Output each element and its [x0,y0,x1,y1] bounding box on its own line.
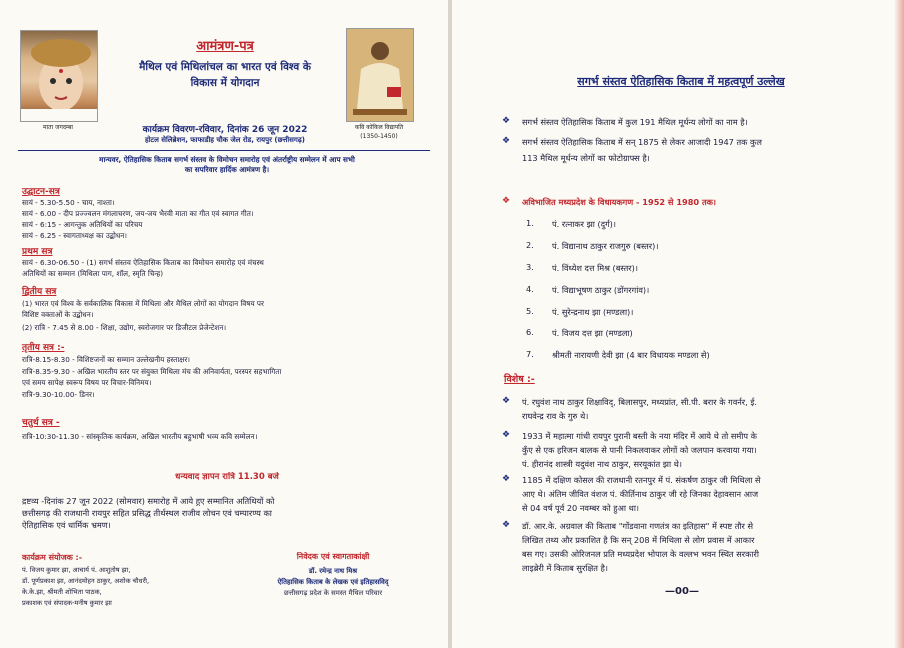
sanyojak-item: पं. विजय कुमार झा, आचार्य पं. आशुतोष झा, [22,566,131,574]
highlight-point: 113 मैथिल मूर्धन्य लोगों का फोटोग्राफ्स है। [522,153,650,163]
drashtavya-line: द्रष्टव्य -दिनांक 27 जून 2022 (सोमवार) समारोह में आये हुए सम्मानित अतिथियों को [22,496,275,506]
udghatan-item: सायं - 6:15 - आगन्तुक अतिथियों का परिचय [22,220,143,229]
invitation-page [0,0,448,648]
mla-item: श्रीमती नारायणी देवी झा (4 बार विधायक मण्डला से) [552,350,710,360]
goddess-image [20,30,98,122]
udghatan-item: सायं - 6.25 - स्वागताध्यक्ष का उद्बोधन। [22,231,127,240]
chaturth-heading: चतुर्थ सत्र - [22,418,60,428]
diamond-bullet-icon: ❖ [502,196,511,206]
highlights-title: सगर्भ संस्तव ऐतिहासिक किताब में महत्वपूर्ण उल्लेख [577,75,785,88]
intro-divider [18,150,430,151]
mla-item: पं. विजय दत्त झा (मण्डला) [552,328,633,338]
vishesh-line: 1933 में महात्मा गांधी रायपुर पुरानी बस्ती के नया मंदिर में आये थे तो समीप के [522,431,757,441]
vishesh-line: डॉ. आर.के. अग्रवाल की किताब "गोंडवाना गणतंत्र का इतिहास" में स्पष्ट तौर से [522,521,754,531]
dwitiya-item: विशिष्ट वक्ताओं के उद्बोधन। [22,310,94,319]
diamond-bullet-icon: ❖ [502,116,511,126]
vishesh-line: 1185 में दक्षिण कोसल की राजधानी रतनपुर में पं. संकर्षण ठाकुर जी मिथिला से [522,475,761,485]
sanyojak-heading: कार्यक्रम संयोजक :- [22,553,83,562]
mla-number: 6. [526,327,534,337]
invitation-title: आमंत्रण-पत्र [196,39,254,54]
invitation-subtitle-1: मैथिल एवं मिथिलांचल का भारत एवं विश्व के [139,61,311,73]
invitation-subtitle-2: विकास में योगदान [190,77,260,89]
diamond-bullet-icon: ❖ [502,396,511,406]
mla-number: 3. [526,262,534,272]
intro-line-2: का सपरिवार हार्दिक आमंत्रण है। [184,165,270,174]
venue-line: होटल सेलिब्रेशन, फाफाडीह चौक जेल रोड, रायपुर (छत्तीसगढ़) [145,136,305,144]
poet-years: (1350-1450) [360,133,398,140]
page-footer: —00— [665,586,699,597]
vishesh-line: आए थे। अंतिम जीवित वंशज पं. कीर्तिनाथ ठाकुर जी रहे जिनका देहावसान आज [522,489,759,499]
tritiya-item: एवं समय सापेक्ष स्वरूप विषय पर विचार-विनिमय। [22,378,152,387]
mla-number: 2. [526,240,534,250]
vishesh-heading: विशेष :- [504,374,535,385]
vishesh-line: पं. हीरानंद शास्त्री यदुवंश नाथ ठाकुर, सरयूकांत झा थे। [522,459,682,469]
intro-line-1: मान्यवर, ऐतिहासिक किताब सगर्भ संस्तव के विमोचन समारोह एवं अंतर्राष्ट्रीय सम्मेलन में आप सभी [99,155,355,164]
nivedak-heading: निवेदक एवं स्वागताकांक्षी [296,552,370,561]
mla-item: पं. विद्यानाथ ठाकुर राजगुरु (बस्तर)। [552,241,659,251]
sanyojak-item: डॉ. पूर्णप्रकाश झा, आनंदमोहन ठाकुर, अशोक चौधरी, [22,577,150,585]
dwitiya-heading: द्वितीय सत्र [22,287,57,297]
chaturth-item: रात्रि-10:30-11.30 - सांस्कृतिक कार्यक्रम, अखिल भारतीय बहुभाषी भव्य कवि सम्मेलन। [22,432,258,441]
diamond-bullet-icon: ❖ [502,136,511,146]
mla-number: 5. [526,306,534,316]
vishesh-line: से 04 वर्ष पूर्व 20 नवम्बर को हुआ था। [522,503,640,513]
mla-heading: अविभाजित मध्यप्रदेश के विधायकगण - 1952 से 1980 तक। [522,197,717,207]
drashtavya-line: ऐतिहासिक एवं धार्मिक भ्रमण। [22,520,111,530]
pratham-item: सायं - 6.30-06.50 - (1) सगर्भ संस्तव ऐतिहासिक किताब का विमोचन समारोह एवं मंचस्थ [22,258,264,267]
dwitiya-item: (1) भारत एवं विश्व के सर्वकालिक विकास में मिथिला और मैथिल लोगों का योगदान विषय पर [22,299,264,308]
sanyojak-item: के.के.झा, श्रीमती शोभिता पाठक, [22,588,102,596]
diamond-bullet-icon: ❖ [502,474,511,484]
mla-item: पं. विंध्येश दत्त मिश्र (बस्तर)। [552,263,638,273]
vishesh-line: राघवेन्द्र राव के गुरु थे। [522,411,589,421]
mla-item: पं. सुरेन्द्रनाथ झा (मण्डला)। [552,307,634,317]
drashtavya-line: छत्तीसगढ़ की राजधानी रायपुर सहित प्रसिद्ध तीर्थस्थल राजीव लोचन एवं चम्पारण्य का [22,508,272,518]
udghatan-item: सायं - 6.00 - दीप प्रज्ज्वलन मंगलाचरण, जय-जय भैरवी माता का गीत एवं स्वागत गीत। [22,209,254,218]
right-page-red-edge [894,0,904,648]
poet-caption: कवि कोकिल विद्यापति [354,124,404,131]
mla-item: पं. रत्नाकर झा (दुर्ग)। [552,219,616,229]
vishesh-line: बस गए। उसकी ओरिजनल प्रति मध्यप्रदेश भोपाल के वल्लभ भवन स्थित सरकारी [522,549,759,559]
nivedak-item: छत्तीसगढ़ प्रदेश के समस्त मैथिल परिवार [283,589,383,597]
mla-item: पं. विद्याभूषण ठाकुर (डोंगरगांव)। [552,285,650,295]
vishesh-line: लाइब्रेरी में किताब सुरक्षित है। [522,563,609,573]
diamond-bullet-icon: ❖ [502,520,511,530]
program-line: कार्यक्रम विवरण-रविवार, दिनांक 26 जून 2022 [142,125,308,135]
diamond-bullet-icon: ❖ [502,430,511,440]
tritiya-item: रात्रि-8.15-8.30 - विशिष्टजनों का सम्मान उल्लेखनीय हस्ताक्षर। [22,355,190,364]
poet-image [346,28,414,122]
highlight-point: सगर्भ संस्तव ऐतिहासिक किताब में सन् 1875 से लेकर आजादी 1947 तक कुल [522,137,762,147]
nivedak-item: ऐतिहासिक किताब के लेखक एवं इतिहासविद् [277,578,389,586]
mla-number: 7. [526,349,534,359]
tritiya-item: रात्रि-8.35-9.30 - अखिल भारतीय स्तर पर संयुक्त मिथिला मंच की अनिवार्यता, परस्पर सहभागिता [22,367,282,376]
dwitiya-item: (2) रात्रि - 7.45 से 8.00 - शिक्षा, उद्योग, स्वरोजगार पर डिजीटल प्रेजेन्टेशन। [22,323,227,332]
tritiya-heading: तृतीय सत्र :- [22,343,65,353]
highlight-point: सगर्भ संस्तव ऐतिहासिक किताब में कुल 191 मैथिल मूर्धन्य लोगों का नाम है। [522,117,748,127]
nivedak-item: डॉ. रमेन्द्र नाथ मिश्र [308,567,358,575]
tritiya-item: रात्रि-9.30-10.00- डिनर। [22,390,95,399]
goddess-face-icon [21,31,97,121]
vishesh-line: पं. रघुवंश नाथ ठाकुर शिक्षाविद्, बिलासपुर, मध्यप्रांत, सी.पी. बरार के गवर्नर, ई. [522,397,757,407]
vishesh-line: लिखित तथ्य और प्रकाशित है कि सन् 208 में मिथिला से लोग प्रवास में आकार [522,535,755,545]
pratham-item: अतिथियों का सम्मान (मिथिला पाग, शॉल, स्मृति चिन्ह) [22,269,164,278]
mla-number: 1. [526,218,534,228]
highlights-page [452,0,904,648]
poet-figure-icon [347,29,413,121]
udghatan-heading: उद्घाटन-सत्र [22,187,60,197]
goddess-caption: माता जगदम्बा [43,124,73,131]
vishesh-line: कुँए से एक हरिजन बालक से पानी निकलवाकर लोगों को जलपान करवाया गया। [522,445,757,455]
udghatan-item: सायं - 5.30-5.50 - चाय, नाश्ता। [22,198,115,207]
pratham-heading: प्रथम सत्र [22,247,53,257]
dhanyavad-line: धन्यवाद ज्ञापन रात्रि 11.30 बजे [175,472,279,482]
sanyojak-item: प्रकाशक एवं संपादक-मनीष कुमार झा [22,599,112,607]
mla-number: 4. [526,284,534,294]
